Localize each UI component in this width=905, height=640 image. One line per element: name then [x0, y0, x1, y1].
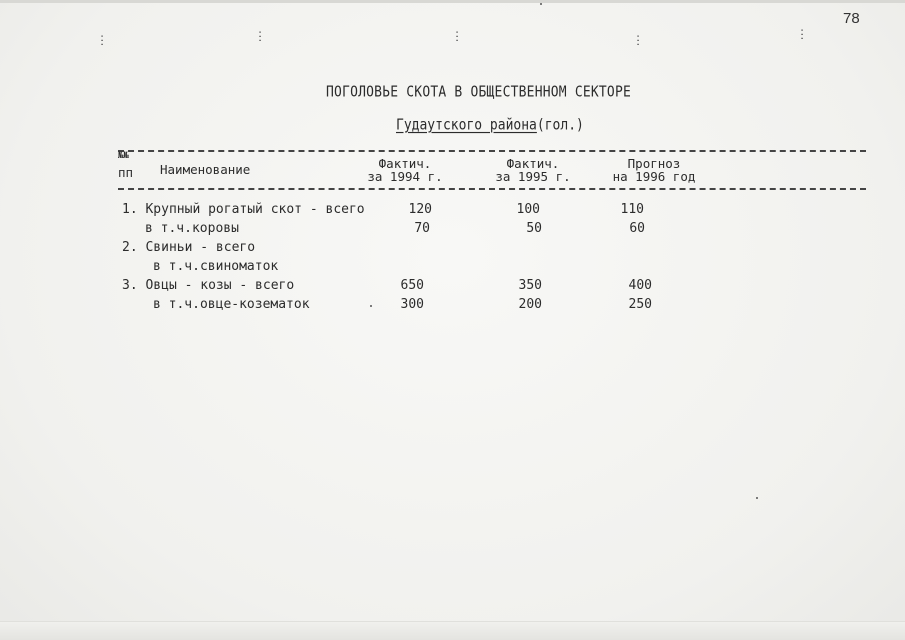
header-1994-line2: за 1994 г.	[367, 169, 443, 184]
header-name: Наименование	[160, 162, 251, 177]
binder-hole-mark: ⵗ	[258, 30, 263, 45]
scan-speck	[540, 3, 542, 5]
table-row-label: 1. Крупный рогатый скот - всего	[122, 202, 365, 217]
table-row-label: в т.ч.коровы	[145, 221, 239, 236]
scan-speck	[370, 305, 372, 307]
table-cell-1994: 300	[400, 297, 424, 312]
table-cell-1996: 110	[620, 202, 644, 217]
scan-speck	[756, 497, 758, 499]
binder-hole-mark: ⵗ	[636, 34, 641, 49]
unit-label: (гол.)	[536, 117, 584, 135]
table-cell-1995: 350	[518, 278, 542, 293]
binder-hole-mark: ⵗ	[455, 30, 460, 45]
page-bottom-edge	[0, 621, 905, 640]
binder-hole-mark: ⵗ	[100, 34, 105, 49]
table-row-label: в т.ч.овце-козематок	[153, 297, 310, 312]
header-1994-line1: Фактич.	[378, 156, 432, 171]
table-top-rule	[118, 150, 866, 152]
table-row-label: в т.ч.свиноматок	[153, 259, 279, 274]
table-cell-1996: 250	[628, 297, 652, 312]
table-cell-1995: 50	[526, 221, 542, 236]
table-cell-1995: 200	[518, 297, 542, 312]
table-cell-1994: 70	[414, 221, 430, 236]
table-cell-1996: 60	[629, 221, 645, 236]
header-1996-line2: на 1996 год	[612, 169, 696, 184]
header-1996	[604, 157, 704, 183]
header-num	[118, 152, 133, 179]
table-header-rule	[118, 188, 866, 190]
table-row-label: 3. Овцы - козы - всего	[122, 278, 295, 293]
page-top-edge	[0, 0, 905, 3]
binder-hole-mark: ⵗ	[800, 28, 805, 43]
header-num-line2: пп	[118, 165, 134, 180]
header-1996-line1: Прогноз	[627, 156, 681, 171]
table-cell-1994: 650	[400, 278, 424, 293]
header-num-line1: №№	[118, 151, 129, 161]
table-cell-1995: 100	[516, 202, 540, 217]
page-number: 78	[843, 10, 860, 27]
document-subtitle	[396, 117, 584, 134]
district-name: Гудаутского района	[396, 117, 537, 135]
header-1995-line2: за 1995 г.	[495, 169, 571, 184]
table-row-label: 2. Свиньи - всего	[122, 240, 256, 255]
header-1995	[488, 157, 578, 183]
header-1994	[360, 157, 450, 183]
header-1995-line1: Фактич.	[506, 156, 560, 171]
document-title: ПОГОЛОВЬЕ СКОТА В ОБЩЕСТВЕННОМ СЕКТОРЕ	[326, 84, 632, 102]
table-cell-1994: 120	[408, 202, 432, 217]
table-cell-1996: 400	[628, 278, 652, 293]
